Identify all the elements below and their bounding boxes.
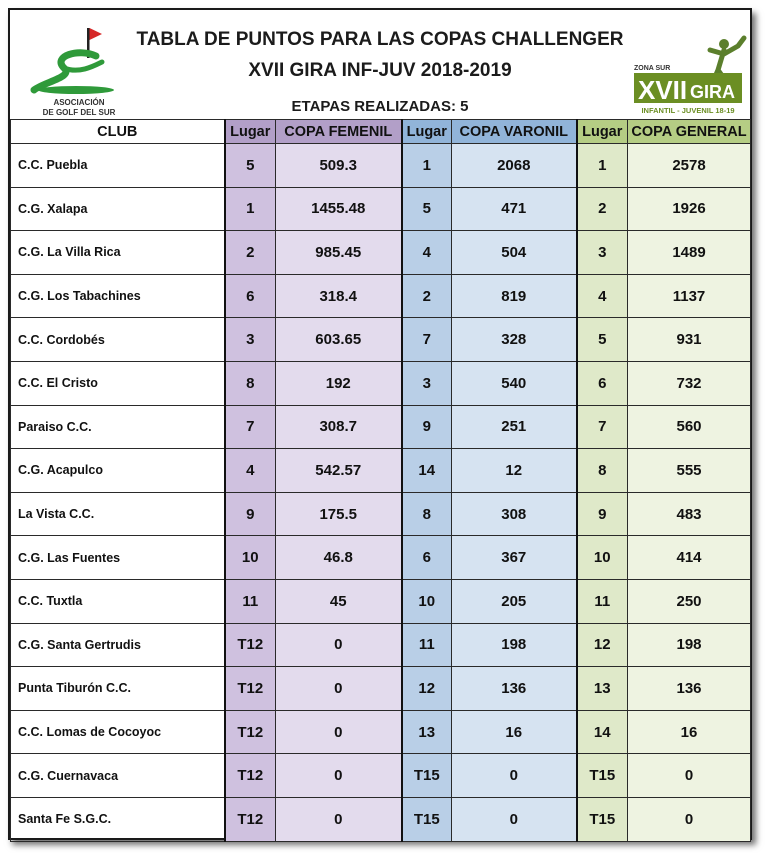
var-points: 504 — [452, 231, 577, 275]
points-table — [10, 119, 751, 842]
club-name: C.G. Acapulco — [11, 449, 225, 493]
gen-lugar: 6 — [577, 361, 628, 405]
fem-lugar: 7 — [225, 405, 276, 449]
fem-lugar: 1 — [225, 187, 276, 231]
col-header-club: CLUB — [11, 120, 225, 144]
gen-points: 250 — [628, 579, 751, 623]
gen-points: 931 — [628, 318, 751, 362]
fem-lugar: T12 — [225, 623, 276, 667]
gen-points: 414 — [628, 536, 751, 580]
var-points: 328 — [452, 318, 577, 362]
fem-points: 0 — [276, 710, 402, 754]
var-points: 819 — [452, 274, 577, 318]
sheet-header — [10, 10, 750, 118]
fem-points: 0 — [276, 754, 402, 798]
var-lugar: 3 — [402, 361, 452, 405]
table-row — [11, 361, 751, 405]
fem-lugar: 10 — [225, 536, 276, 580]
logo-left-line2: DE GOLF DEL SUR — [42, 108, 116, 117]
gen-points: 2578 — [628, 144, 751, 188]
club-name: C.G. La Villa Rica — [11, 231, 225, 275]
table-row — [11, 318, 751, 362]
fem-lugar: 2 — [225, 231, 276, 275]
fem-lugar: T12 — [225, 754, 276, 798]
club-name: C.C. Puebla — [11, 144, 225, 188]
club-name: Santa Fe S.G.C. — [11, 797, 225, 841]
gen-points: 1489 — [628, 231, 751, 275]
fem-lugar: 5 — [225, 144, 276, 188]
var-lugar: 10 — [402, 579, 452, 623]
table-row — [11, 231, 751, 275]
var-lugar: 11 — [402, 623, 452, 667]
var-points: 205 — [452, 579, 577, 623]
club-name: La Vista C.C. — [11, 492, 225, 536]
table-row — [11, 274, 751, 318]
gen-lugar: T15 — [577, 754, 628, 798]
fem-lugar: 6 — [225, 274, 276, 318]
gen-lugar: 12 — [577, 623, 628, 667]
club-name: C.G. Cuernavaca — [11, 754, 225, 798]
col-header-gen-lugar: Lugar — [577, 120, 628, 144]
gen-lugar: 3 — [577, 231, 628, 275]
var-lugar: 7 — [402, 318, 452, 362]
gen-points: 0 — [628, 797, 751, 841]
var-lugar: 4 — [402, 231, 452, 275]
var-points: 0 — [452, 797, 577, 841]
var-lugar: 12 — [402, 667, 452, 711]
fem-lugar: 9 — [225, 492, 276, 536]
fem-points: 542.57 — [276, 449, 402, 493]
var-lugar: 1 — [402, 144, 452, 188]
table-row — [11, 579, 751, 623]
fem-lugar: 8 — [225, 361, 276, 405]
table-row — [11, 754, 751, 798]
var-points: 540 — [452, 361, 577, 405]
fem-points: 0 — [276, 797, 402, 841]
gen-lugar: 10 — [577, 536, 628, 580]
club-name: Punta Tiburón C.C. — [11, 667, 225, 711]
gen-points: 198 — [628, 623, 751, 667]
club-name: C.G. Los Tabachines — [11, 274, 225, 318]
page-subtitle: XVII GIRA INF-JUV 2018-2019 — [248, 60, 512, 81]
gen-lugar: 11 — [577, 579, 628, 623]
gen-points: 1926 — [628, 187, 751, 231]
var-points: 136 — [452, 667, 577, 711]
fem-points: 603.65 — [276, 318, 402, 362]
logo-left-line1: ASOCIACIÓN — [53, 98, 105, 107]
gen-points: 1137 — [628, 274, 751, 318]
fem-points: 1455.48 — [276, 187, 402, 231]
fem-points: 46.8 — [276, 536, 402, 580]
club-name: C.C. Cordobés — [11, 318, 225, 362]
var-lugar: 13 — [402, 710, 452, 754]
var-points: 251 — [452, 405, 577, 449]
gen-lugar: T15 — [577, 797, 628, 841]
fem-lugar: T12 — [225, 710, 276, 754]
gen-points: 0 — [628, 754, 751, 798]
gen-lugar: 14 — [577, 710, 628, 754]
gen-lugar: 13 — [577, 667, 628, 711]
gen-lugar: 1 — [577, 144, 628, 188]
table-row — [11, 405, 751, 449]
col-header-var-lugar: Lugar — [402, 120, 452, 144]
gen-points: 483 — [628, 492, 751, 536]
table-row — [11, 710, 751, 754]
var-points: 471 — [452, 187, 577, 231]
var-lugar: 6 — [402, 536, 452, 580]
club-name: C.C. El Cristo — [11, 361, 225, 405]
var-points: 12 — [452, 449, 577, 493]
var-points: 198 — [452, 623, 577, 667]
fem-points: 308.7 — [276, 405, 402, 449]
var-lugar: 5 — [402, 187, 452, 231]
col-header-fem-lugar: Lugar — [225, 120, 276, 144]
table-row — [11, 492, 751, 536]
club-name: C.G. Las Fuentes — [11, 536, 225, 580]
fem-points: 0 — [276, 623, 402, 667]
table-row — [11, 144, 751, 188]
var-points: 0 — [452, 754, 577, 798]
gen-points: 560 — [628, 405, 751, 449]
var-points: 2068 — [452, 144, 577, 188]
fem-lugar: 4 — [225, 449, 276, 493]
table-row — [11, 623, 751, 667]
var-lugar: 2 — [402, 274, 452, 318]
gen-lugar: 5 — [577, 318, 628, 362]
var-lugar: 9 — [402, 405, 452, 449]
fem-points: 192 — [276, 361, 402, 405]
table-row — [11, 797, 751, 841]
fem-lugar: 3 — [225, 318, 276, 362]
logo-right-zone: ZONA SUR — [634, 65, 671, 72]
gen-points: 16 — [628, 710, 751, 754]
fem-points: 509.3 — [276, 144, 402, 188]
gen-lugar: 9 — [577, 492, 628, 536]
table-header-row — [11, 120, 751, 144]
gen-lugar: 4 — [577, 274, 628, 318]
var-points: 308 — [452, 492, 577, 536]
fem-lugar: T12 — [225, 667, 276, 711]
var-lugar: 8 — [402, 492, 452, 536]
col-header-copa-varonil: COPA VARONIL — [452, 120, 577, 144]
table-row — [11, 536, 751, 580]
gen-points: 555 — [628, 449, 751, 493]
fem-points: 175.5 — [276, 492, 402, 536]
table-row — [11, 187, 751, 231]
var-points: 367 — [452, 536, 577, 580]
logo-right-category: INFANTIL - JUVENIL 18-19 — [641, 106, 735, 115]
logo-right-roman: XVII — [638, 75, 688, 105]
col-header-copa-general: COPA GENERAL — [628, 120, 751, 144]
table-row — [11, 667, 751, 711]
points-sheet — [8, 8, 752, 840]
fem-points: 0 — [276, 667, 402, 711]
club-name: C.G. Xalapa — [11, 187, 225, 231]
var-points: 16 — [452, 710, 577, 754]
gen-points: 732 — [628, 361, 751, 405]
fem-points: 45 — [276, 579, 402, 623]
stages-label: ETAPAS REALIZADAS: 5 — [291, 98, 469, 115]
table-row — [11, 449, 751, 493]
logo-right-word: GIRA — [690, 82, 735, 102]
fem-points: 985.45 — [276, 231, 402, 275]
fem-lugar: 11 — [225, 579, 276, 623]
fem-lugar: T12 — [225, 797, 276, 841]
club-name: Paraiso C.C. — [11, 405, 225, 449]
club-name: C.C. Lomas de Cocoyoc — [11, 710, 225, 754]
page-title: TABLA DE PUNTOS PARA LAS COPAS CHALLENGER — [136, 29, 624, 50]
club-name: C.C. Tuxtla — [11, 579, 225, 623]
gen-lugar: 8 — [577, 449, 628, 493]
club-name: C.G. Santa Gertrudis — [11, 623, 225, 667]
col-header-copa-femenil: COPA FEMENIL — [276, 120, 402, 144]
var-lugar: 14 — [402, 449, 452, 493]
gen-lugar: 2 — [577, 187, 628, 231]
var-lugar: T15 — [402, 797, 452, 841]
gen-lugar: 7 — [577, 405, 628, 449]
fem-points: 318.4 — [276, 274, 402, 318]
gira-logo-icon — [628, 32, 748, 118]
var-lugar: T15 — [402, 754, 452, 798]
gen-points: 136 — [628, 667, 751, 711]
